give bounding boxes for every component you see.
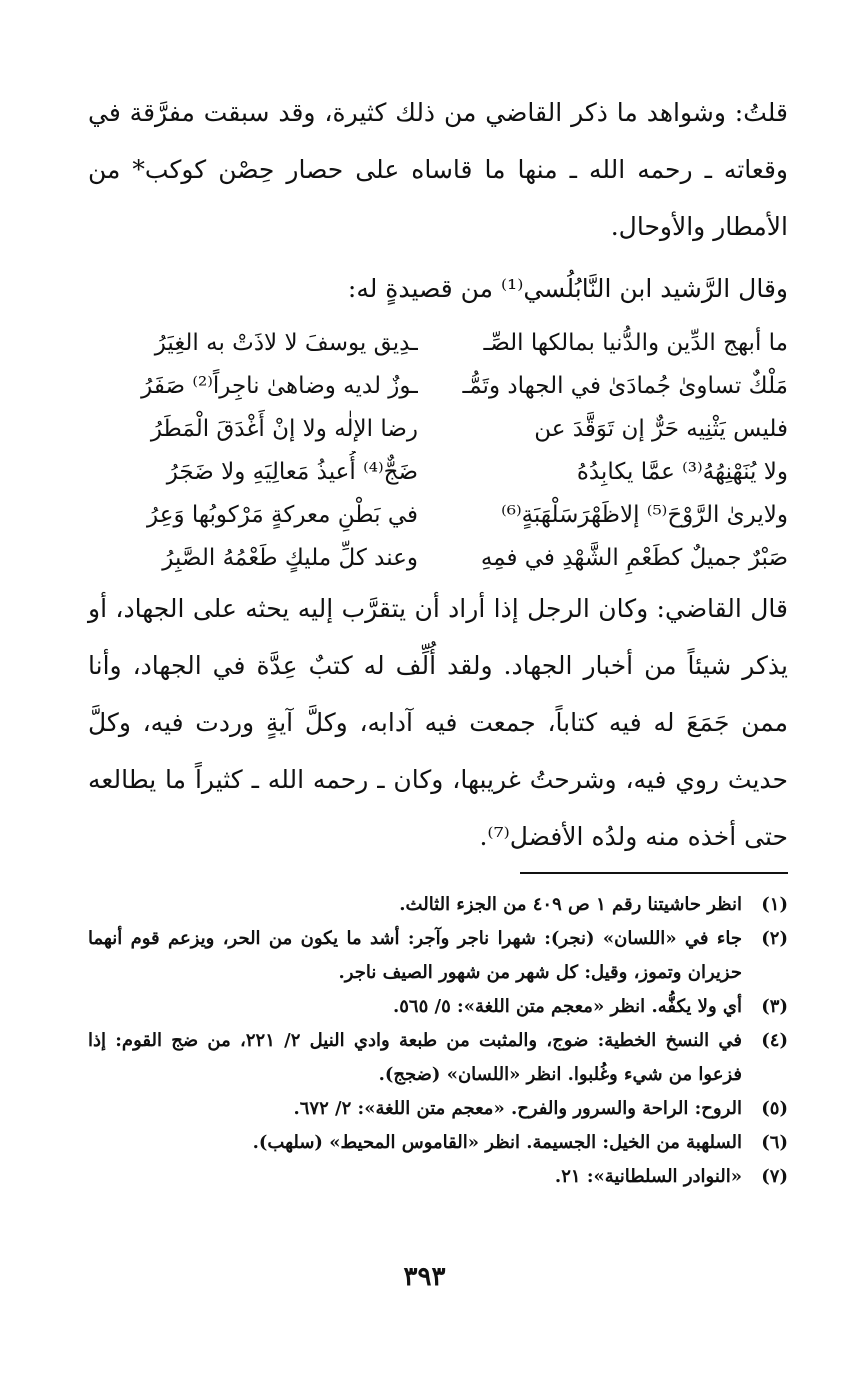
footnote-number: (١) xyxy=(761,894,788,915)
verse-first-hemistich: صَبْرٌ جميلٌ كطَعْمِ الشَّهْدِ في فمِهِ xyxy=(480,545,788,571)
footnote-number: (٤) xyxy=(761,1030,788,1051)
footnote-number: (٦) xyxy=(761,1132,788,1153)
body-paragraph-1: قلتُ: وشواهد ما ذكر القاضي من ذلك كثيرة، وقد سبقت مفرَّقة في وقعاته ـ رحمه الله ـ منها ما قاساه على حصار حِصْن كوكب* من الأمطار والأوحال. xyxy=(88,98,788,241)
verse-second-hemistich: رضا الإلٰه ولا إنْ أَغْدَقَ الْمَطَرُ xyxy=(150,416,418,442)
footnote xyxy=(88,990,788,1024)
verse-second-hemistich: ـدِيق يوسفَ لا لاذَتْ به الغِيَرُ xyxy=(154,330,418,356)
verse-first-hemistich: ما أبهج الدِّين والدُّنيا بمالكها الصِّـ xyxy=(483,330,788,356)
verse-first-hemistich: مَلْكٌ تساوىٰ جُمادَىٰ في الجهاد وتَمُّـ xyxy=(462,373,788,399)
poem-introduction: وقال الرَّشيد ابن النَّابُلُسي⁽¹⁾ من قصيدةٍ له: xyxy=(347,274,788,303)
poem xyxy=(88,322,788,580)
footnote-text: السلهبة من الخيل: الجسيمة. انظر «القاموس المحيط» (سلهب). xyxy=(252,1132,742,1153)
page-number: ٣٩٣ xyxy=(403,1262,446,1292)
footnote-text: في النسخ الخطية: ضوج، والمثبت من طبعة وادي النيل ٢/ ٢٢١، من ضج القوم: إذا فزعوا من شيء وغُلبوا. انظر «اللسان» (ضجج). xyxy=(88,1030,743,1085)
footnote-text: الروح: الراحة والسرور والفرح. «معجم متن اللغة»: ٢/ ٦٧٢. xyxy=(293,1098,742,1119)
verse-first-hemistich: ولا يُنَهْنِهُهُ⁽³⁾ عمَّا يكابِدُهُ xyxy=(576,459,788,485)
footnote-text: جاء في «اللسان» (نجر): شهرا ناجر وآجر: أشد ما يكون من الحر، ويزعم قوم أنهما حزيران وتموز، وقيل: كل شهر من شهور الصيف ناجر. xyxy=(88,928,742,983)
footnote-number: (٢) xyxy=(761,928,788,949)
footnotes xyxy=(88,888,788,1194)
verse-first-hemistich: ولايرىٰ الرَّوْحَ⁽⁵⁾ إلاظَهْرَسَلْهَبَةٍ⁽⁶⁾ xyxy=(501,502,788,528)
footnote-text: أي ولا يكفُّه. انظر «معجم متن اللغة»: ٥/ ٥٦٥. xyxy=(392,996,742,1017)
poem-verse xyxy=(88,322,788,365)
footnote-separator xyxy=(520,872,788,874)
footnote-number: (٧) xyxy=(761,1166,788,1187)
verse-second-hemistich: ـوزٌ لديه وضاهىٰ ناجِراً⁽²⁾ صَفَرُ xyxy=(141,373,418,399)
footnote-text: «النوادر السلطانية»: ٢١. xyxy=(554,1166,742,1187)
verse-second-hemistich: وعند كلِّ مليكٍ طَعْمُهُ الصَّبِرُ xyxy=(162,545,418,571)
poem-verse xyxy=(88,494,788,537)
verse-first-hemistich: فليس يَثْنِيه حَرٌّ إن تَوَقَّدَ عن xyxy=(534,416,788,442)
verse-second-hemistich: في بَطْنِ معركةٍ مَرْكوبُها وَعِرُ xyxy=(147,502,418,528)
poem-verse xyxy=(88,365,788,408)
footnote-text: انظر حاشيتنا رقم ١ ص ٤٠٩ من الجزء الثالث. xyxy=(399,894,742,915)
poem-verse xyxy=(88,408,788,451)
poem-verse xyxy=(88,451,788,494)
footnote xyxy=(88,1126,788,1160)
footnote xyxy=(88,888,788,922)
footnote xyxy=(88,1160,788,1194)
verse-second-hemistich: ضَجٌّ⁽⁴⁾ أُعيذُ مَعالِيَهِ ولا ضَجَرُ xyxy=(166,459,418,485)
footnote xyxy=(88,922,788,990)
footnote-number: (٣) xyxy=(761,996,788,1017)
poem-verse xyxy=(88,537,788,580)
footnote xyxy=(88,1024,788,1092)
footnote-number: (٥) xyxy=(761,1098,788,1119)
footnote xyxy=(88,1092,788,1126)
body-paragraph-2: قال القاضي: وكان الرجل إذا أراد أن يتقرَّب إليه يحثه على الجهاد، أو يذكر شيئاً من أخبار الجهاد. ولقد أُلِّف له كتبٌ عِدَّة في الجهاد، وأنا ممن جَمَعَ له فيه كتاباً، جمعت فيه آدابه، وكلَّ آيةٍ وردت فيه، وكلَّ حديث روي فيه، وشرحتُ غريبها، وكان ـ رحمه الله ـ كثيراً ما يطالعه حتى أخذه منه ولدُه الأفضل⁽⁷⁾. xyxy=(88,594,788,851)
